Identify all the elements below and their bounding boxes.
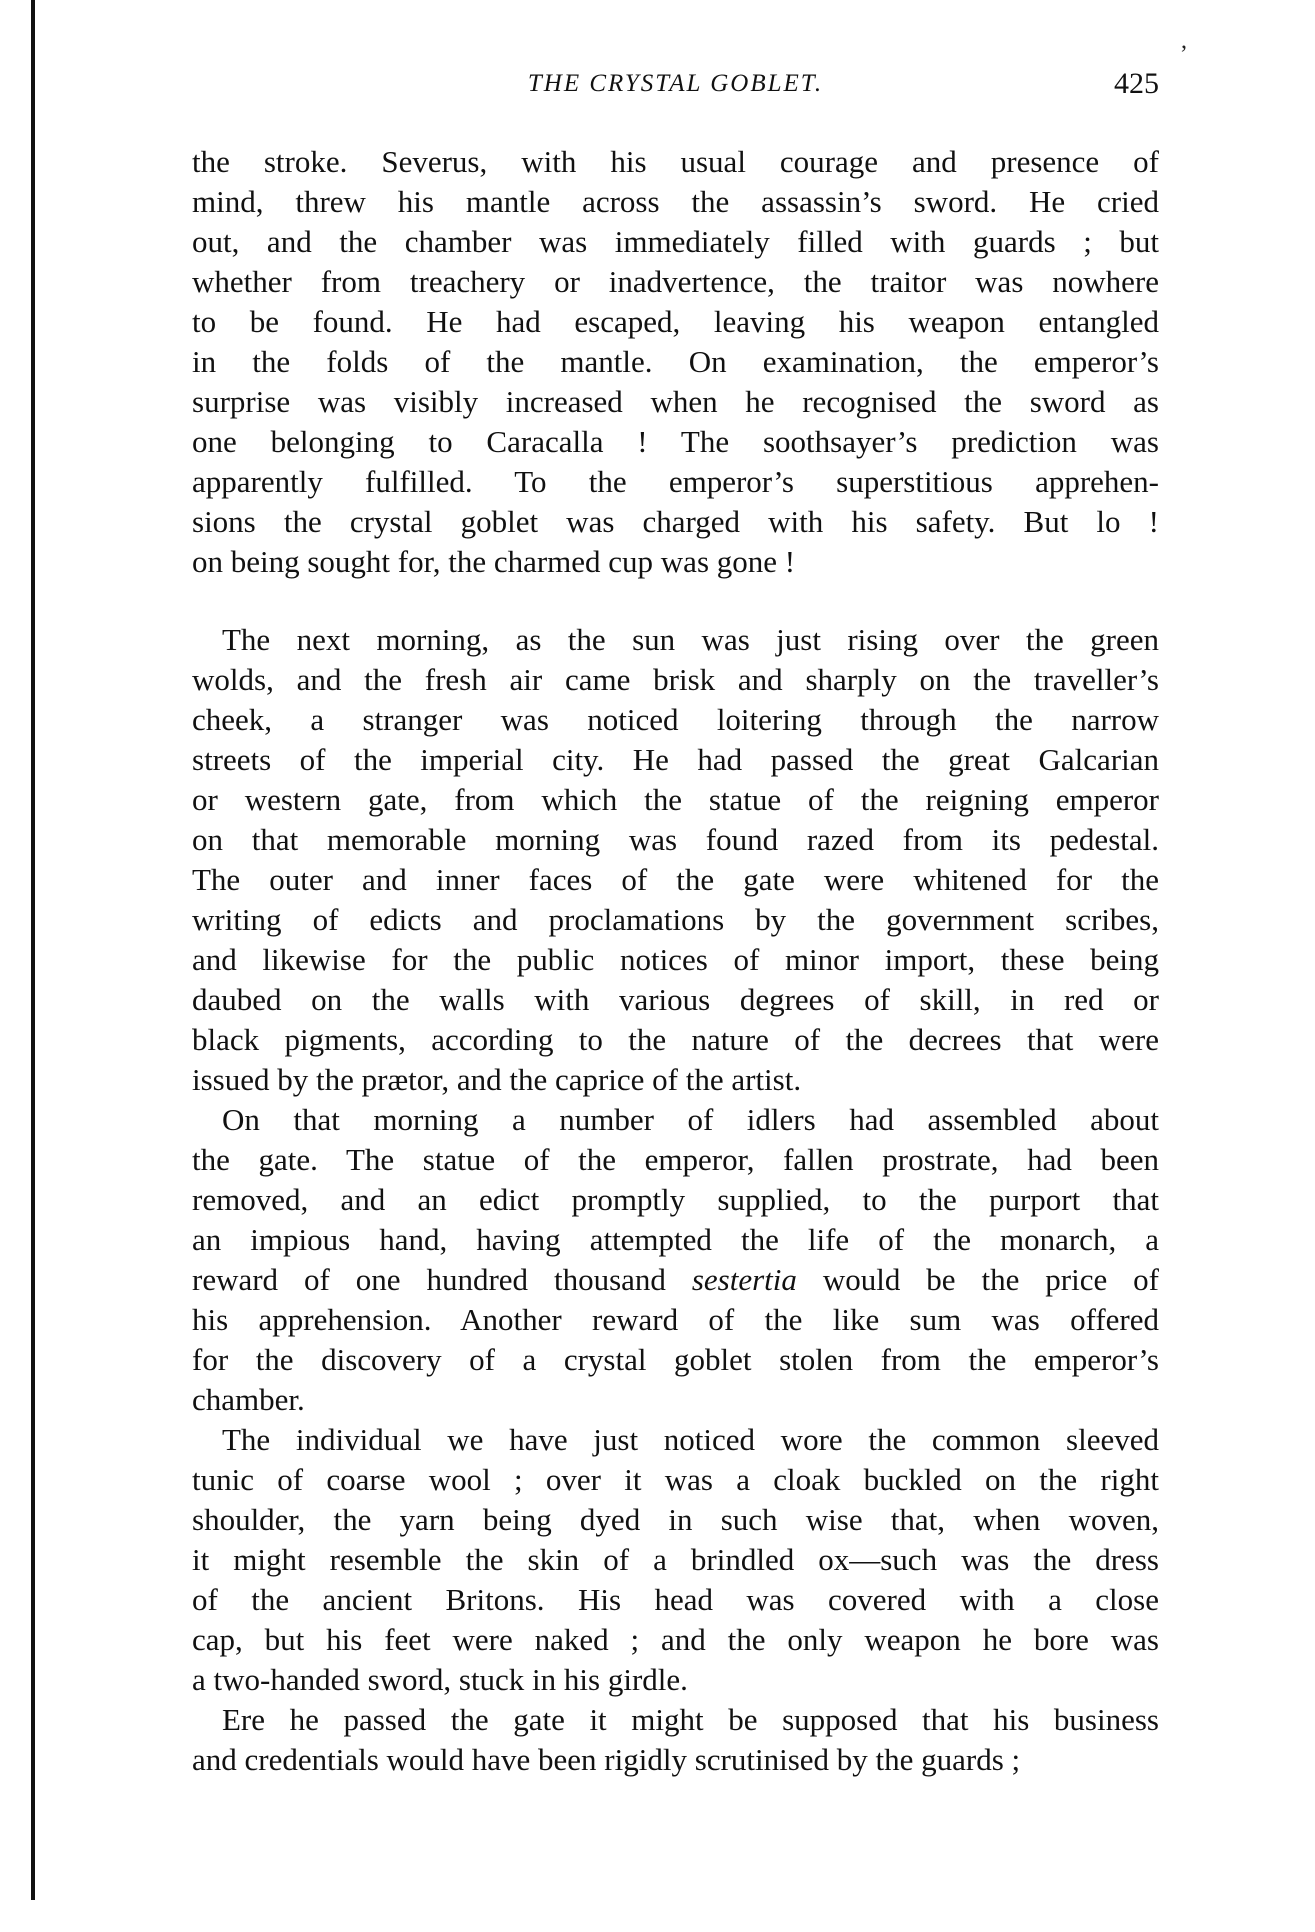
text-line: an impious hand, having attempted the life of the monarch, a — [192, 1222, 1159, 1257]
text-line: out, and the chamber was immediately filled with guards ; but — [192, 224, 1159, 259]
text-line: sions the crystal goblet was charged with his safety. But lo ! — [192, 504, 1159, 539]
text-line: one belonging to Caracalla ! The soothsayer’s prediction was — [192, 424, 1159, 459]
text-line: it might resemble the skin of a brindled ox—such was the dress — [192, 1542, 1159, 1577]
text-line: on that memorable morning was found razed from its pedestal. — [192, 822, 1159, 857]
text-line: wolds, and the fresh air came brisk and sharply on the traveller’s — [192, 662, 1159, 697]
text-line: daubed on the walls with various degrees of skill, in red or — [192, 982, 1159, 1017]
text-line: in the folds of the mantle. On examination, the emperor’s — [192, 344, 1159, 379]
text-line: writing of edicts and proclamations by the government scribes, — [192, 902, 1159, 937]
text-line: removed, and an edict promptly supplied, to the purport that — [192, 1182, 1159, 1217]
text-line: black pigments, according to the nature of the decrees that were — [192, 1022, 1159, 1057]
scan-mark: , — [1181, 28, 1187, 54]
text-line: and likewise for the public notices of minor import, these being — [192, 942, 1159, 977]
page-binding-edge — [31, 0, 35, 1900]
text-line: surprise was visibly increased when he recognised the sword as — [192, 384, 1159, 419]
text-line: The individual we have just noticed wore the common sleeved — [222, 1422, 1159, 1457]
text-line: or western gate, from which the statue of the reigning emperor — [192, 782, 1159, 817]
text-line: the stroke. Severus, with his usual courage and presence of — [192, 144, 1159, 179]
text-line: of the ancient Britons. His head was covered with a close — [192, 1582, 1159, 1617]
text-line: issued by the prætor, and the caprice of the artist. — [192, 1062, 802, 1097]
text-line: streets of the imperial city. He had passed the great Galcarian — [192, 742, 1159, 777]
text-line: shoulder, the yarn being dyed in such wise that, when woven, — [192, 1502, 1159, 1537]
italic-term: sestertia — [691, 1262, 797, 1297]
text-line: to be found. He had escaped, leaving his weapon entangled — [192, 304, 1159, 339]
paragraph-1 — [192, 142, 1159, 582]
text-line: for the discovery of a crystal goblet stolen from the emperor’s — [192, 1342, 1159, 1377]
text-line: reward of one hundred thousand sestertia would be the price of — [192, 1262, 1159, 1297]
text-line: The outer and inner faces of the gate were whitened for the — [192, 862, 1159, 897]
text-line: the gate. The statue of the emperor, fallen prostrate, had been — [192, 1142, 1159, 1177]
text-line: cheek, a stranger was noticed loitering through the narrow — [192, 702, 1159, 737]
text-line: his apprehension. Another reward of the like sum was offered — [192, 1302, 1159, 1337]
running-header — [192, 64, 1159, 104]
text-line: cap, but his feet were naked ; and the only weapon he bore was — [192, 1622, 1159, 1657]
body-text-continued — [192, 620, 1159, 1780]
text-line: tunic of coarse wool ; over it was a cloak buckled on the right — [192, 1462, 1159, 1497]
text-line: chamber. — [192, 1382, 305, 1417]
text-line: Ere he passed the gate it might be supposed that his business — [222, 1702, 1159, 1737]
text-line: and credentials would have been rigidly scrutinised by the guards ; — [192, 1742, 1021, 1777]
text-line: mind, threw his mantle across the assassin’s sword. He cried — [192, 184, 1159, 219]
running-title: THE CRYSTAL GOBLET. — [527, 70, 824, 97]
text-line: a two-handed sword, stuck in his girdle. — [192, 1662, 688, 1697]
page-number: 425 — [1114, 67, 1159, 100]
text-line: on being sought for, the charmed cup was gone ! — [192, 544, 796, 579]
text-line: whether from treachery or inadvertence, the traitor was nowhere — [192, 264, 1159, 299]
text-line: The next morning, as the sun was just rising over the green — [222, 622, 1159, 657]
text-line: apparently fulfilled. To the emperor’s superstitious apprehen- — [192, 464, 1159, 499]
text-line: On that morning a number of idlers had assembled about — [222, 1102, 1159, 1137]
